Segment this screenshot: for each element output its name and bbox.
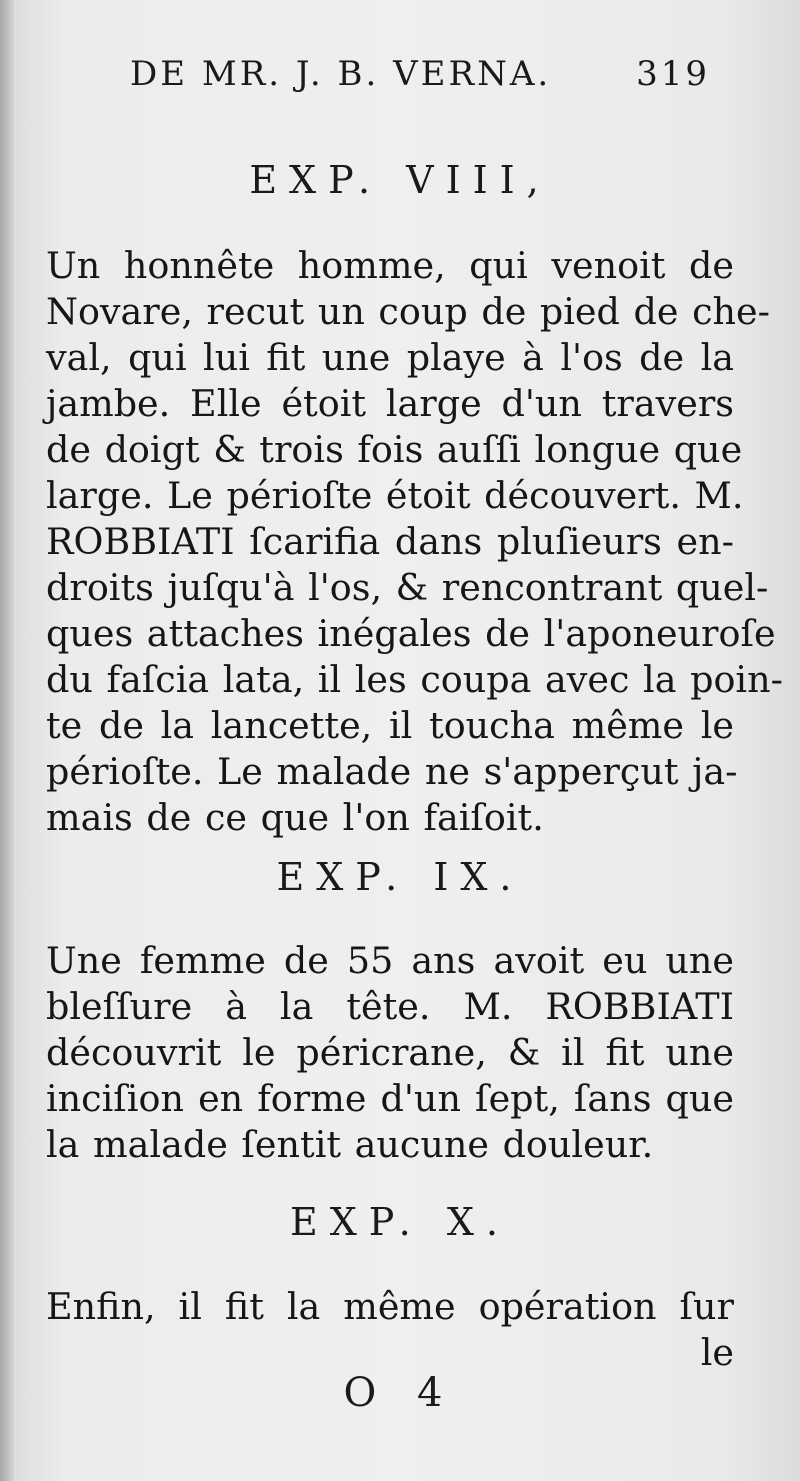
page-gutter-shadow [0,0,14,1481]
signature-mark: O 4 [343,1370,457,1416]
text-line: de doigt & trois fois auſſi longue que [46,428,743,471]
paragraph-exp-ix [46,938,734,1168]
text-line: découvrit le péricrane, & il fit une [46,1031,734,1074]
section-heading-exp-x: EXP. X. [290,1200,510,1244]
text-line: Une femme de 55 ans avoit eu une [46,939,734,982]
text-line: te de la lancette, il toucha même le [46,704,734,747]
text-line: Novare, recut un coup de pied de che- [46,290,770,333]
page-number: 319 [636,54,710,94]
section-heading-exp-viii: EXP. VIII, [249,158,551,202]
text-line: périoſte. Le malade ne s'apperçut ja- [46,750,738,793]
text-line: jambe. Elle étoit large d'un travers [46,382,734,425]
text-line: la malade ſentit aucune douleur. [46,1123,654,1166]
text-line: Un honnête homme, qui venoit de [46,244,734,287]
text-line: ques attaches inégales de l'aponeuroſe [46,612,776,655]
running-header [130,54,710,94]
paragraph-exp-viii [46,243,783,841]
paragraph-exp-x [46,1284,734,1376]
text-line: droits juſqu'à l'os, & rencontrant quel- [46,566,769,609]
text-line: mais de ce que l'on faiſoit. [46,796,544,839]
text-line: val, qui lui fit une playe à l'os de la [46,336,734,379]
text-line: ROBBIATI ſcarifia dans pluſieurs en- [46,520,734,563]
text-line: large. Le périoſte étoit découvert. M. [46,474,744,517]
text-line: bleſſure à la tête. M. ROBBIATI [46,985,734,1028]
catchword: le [700,1331,734,1374]
running-title: DE MR. J. B. VERNA. [130,54,552,94]
text-line: du faſcia lata, il les coupa avec la poin- [46,658,783,701]
text-line: inciſion en forme d'un ſept, ſans que [46,1077,734,1120]
text-line: Enfin, il fit la même opération ſur [46,1285,734,1328]
section-heading-exp-ix: EXP. IX. [276,855,524,899]
